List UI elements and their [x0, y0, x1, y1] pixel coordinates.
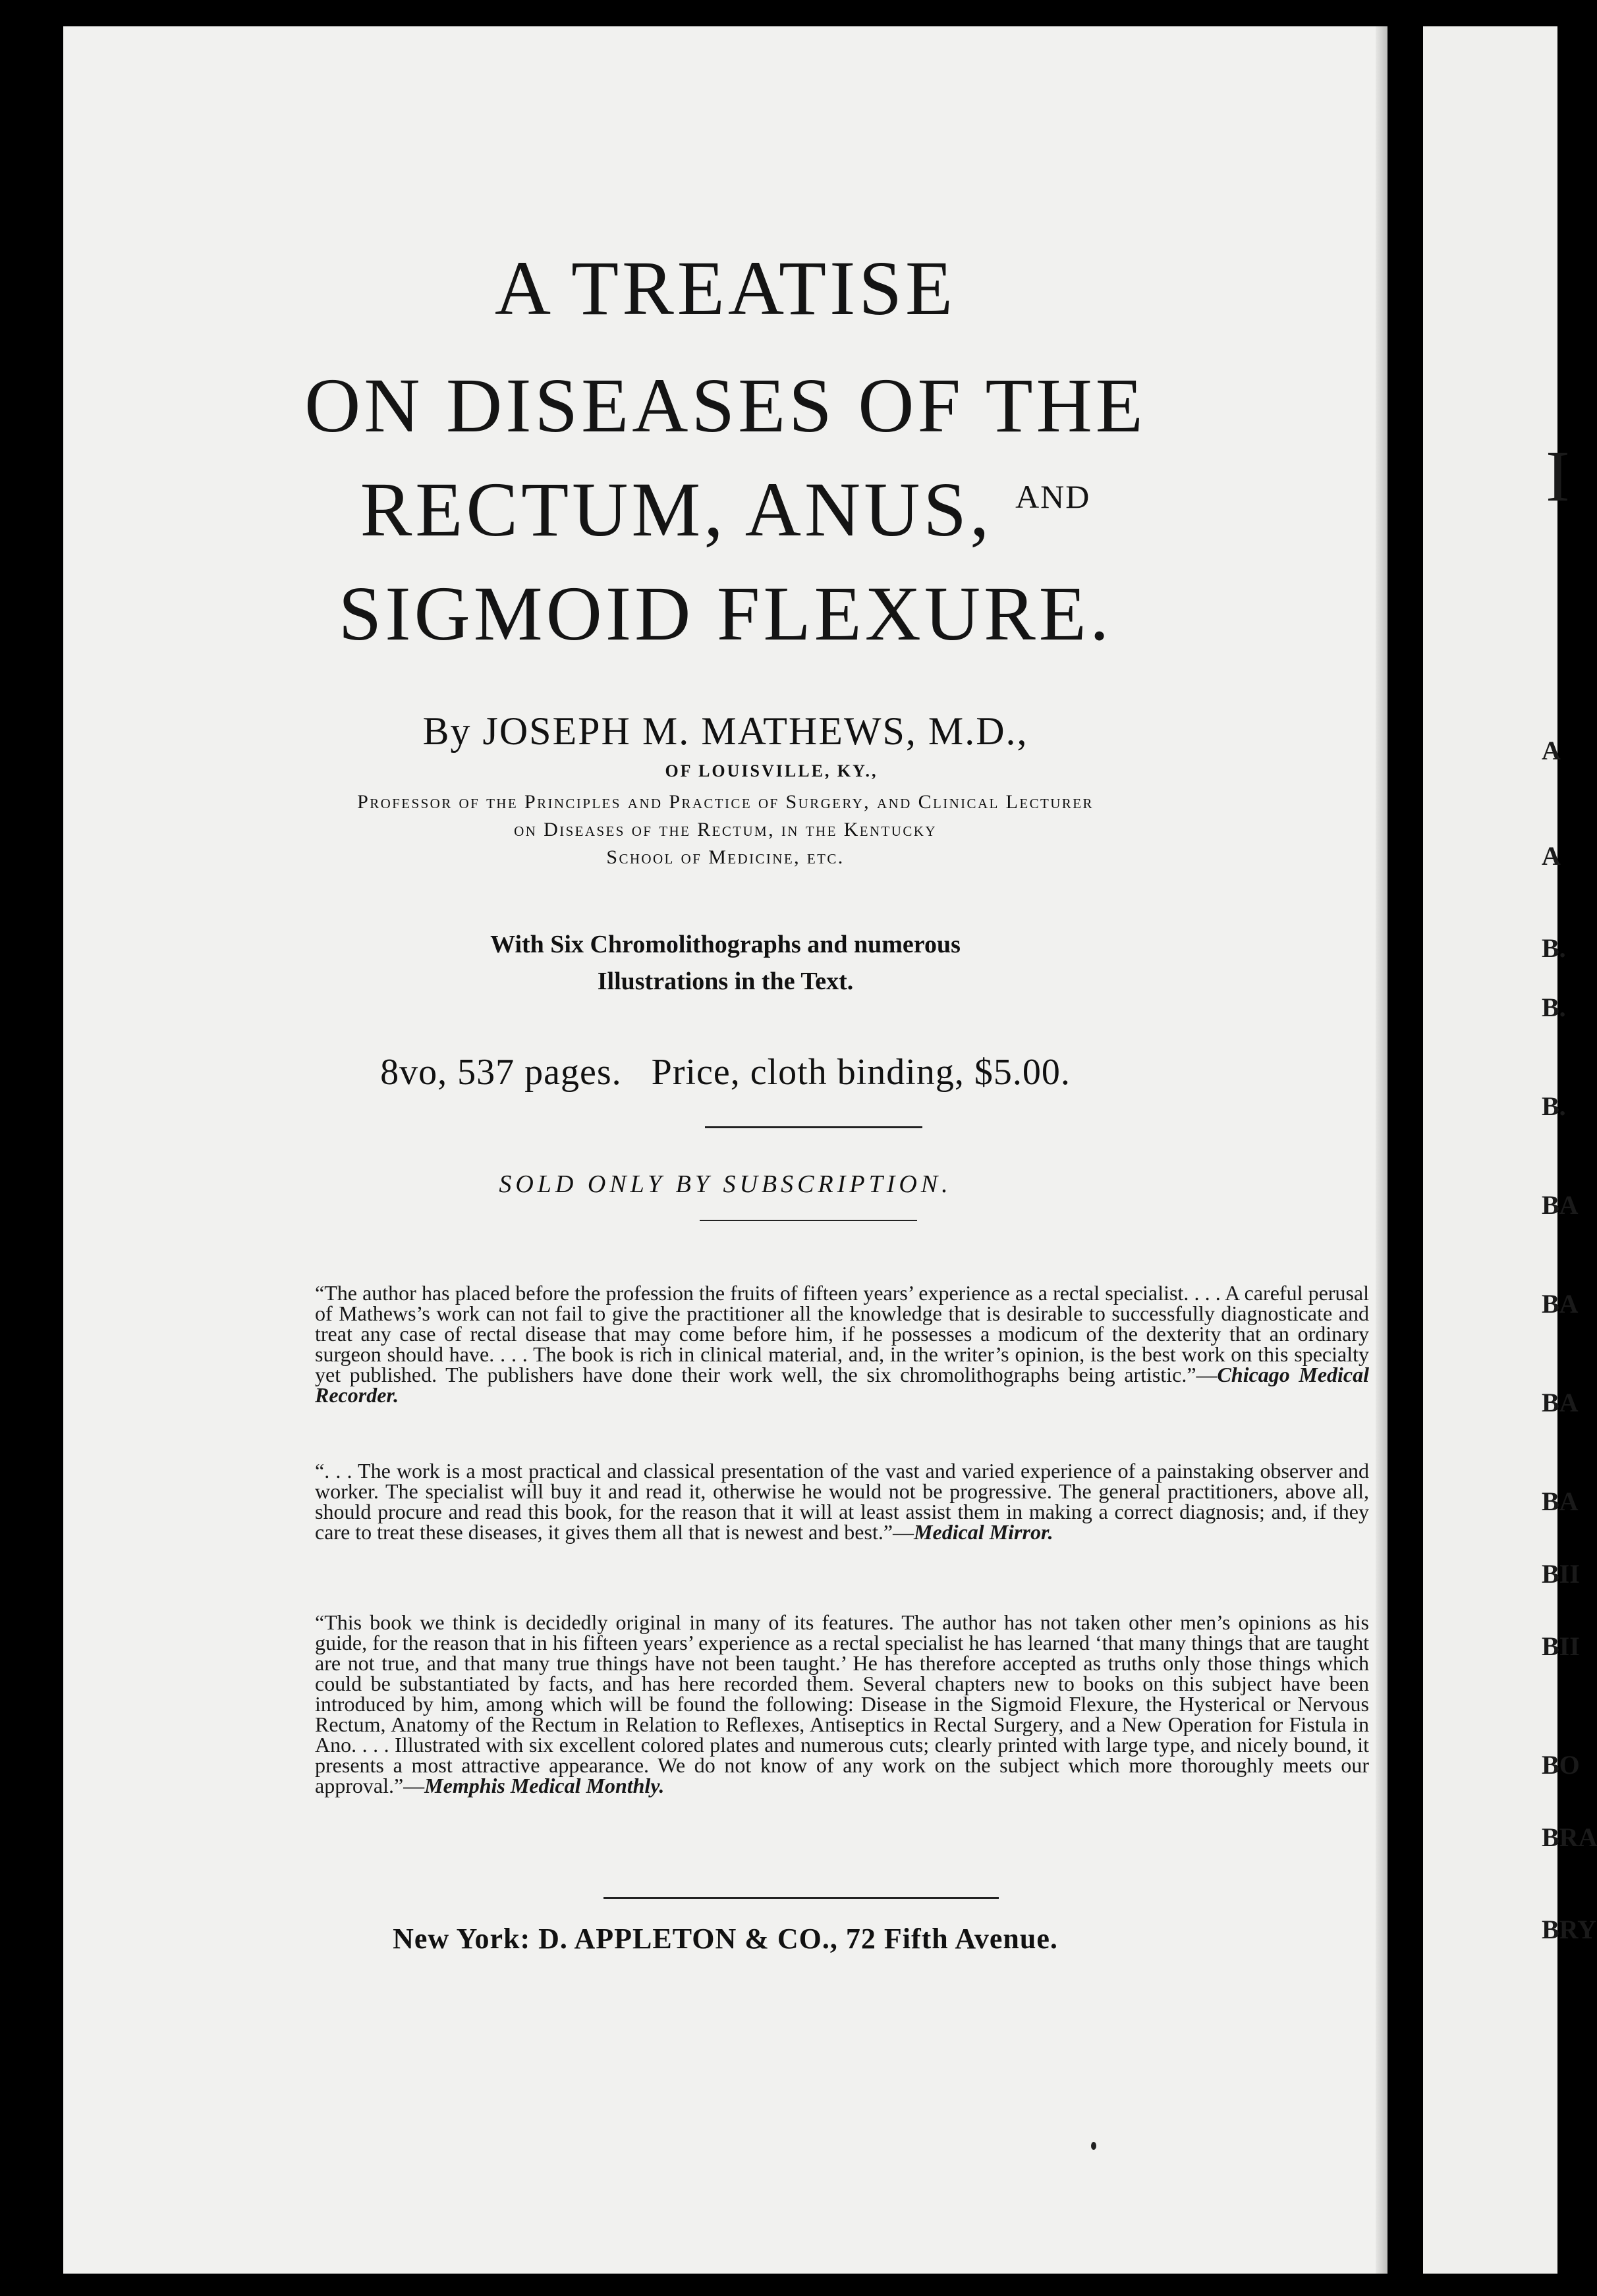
- adjacent-entry: B.: [1542, 933, 1566, 963]
- review-chicago: [315, 1283, 1369, 1406]
- title-line-3: [63, 465, 1387, 555]
- author-credentials-1: Professor of the Principles and Practice of Surgery, and Clinical Lecturer: [357, 791, 1094, 813]
- adjacent-entry: A: [1542, 736, 1561, 765]
- adjacent-large-letter: I: [1546, 436, 1570, 516]
- title-line-2: ON DISEASES OF THE: [304, 362, 1146, 449]
- price-line: 8vo, 537 pages. Price, cloth binding, $5.00.: [380, 1052, 1071, 1093]
- author-line: [63, 709, 1387, 754]
- author-location: OF LOUISVILLE, KY.,: [665, 761, 878, 780]
- adjacent-entry: BRY: [1542, 1915, 1597, 1944]
- adjacent-entry: BA: [1542, 1289, 1579, 1319]
- review-memphis: [315, 1612, 1369, 1796]
- adjacent-entry: BA: [1542, 1190, 1579, 1220]
- adjacent-entry: BII: [1542, 1559, 1580, 1589]
- author-by: By: [422, 709, 472, 753]
- adjacent-entry: B.: [1542, 993, 1566, 1022]
- page-gutter: [1376, 26, 1387, 2274]
- title-line-4: SIGMOID FLEXURE.: [338, 570, 1113, 657]
- illustrations-line-1: With Six Chromolithographs and numerous: [490, 931, 961, 958]
- adjacent-page-edge: [1423, 26, 1597, 2274]
- adjacent-entry: B.: [1542, 1091, 1566, 1121]
- review-mirror-source: Medical Mirror.: [914, 1520, 1053, 1544]
- rule-below-sold: [700, 1220, 917, 1221]
- adjacent-entry: A: [1542, 841, 1561, 871]
- illustrations-line-2: Illustrations in the Text.: [597, 968, 854, 995]
- rule-above-publisher: [603, 1897, 999, 1899]
- review-mirror: [315, 1461, 1369, 1543]
- review-chicago-source: Chicago Medical Recorder.: [315, 1363, 1370, 1407]
- rule-above-sold: [705, 1126, 922, 1128]
- book-page: [63, 26, 1387, 2274]
- adjacent-entry: BO: [1542, 1750, 1580, 1780]
- review-memphis-text: “This book we think is decidedly original in many of its features. The author has not taken other men’s opinions as his guide, for the reason that in his fifteen years’ experience as a rectal specialist he has learned ‘that many things that are taught are not true, and that many true things have not been taught.’ He has therefore accepted as truths only those things which could be substantiated by facts, and has here recorded them. Several chapters new to books on this subject have been introduced by him, among which will be found the following: Disease in the Sigmoid Flexure, the Hysterical or Nervous Rectum, Anatomy of the Rectum in Relation to Reflexes, Antiseptics in Rectal Surgery, and a New Operation for Fistula in Ano. . . . Illustrated with six excellent colored plates and numerous cuts; clearly printed with large type, and nicely bound, it presents a most attractive appearance. We do not know of any work on the subject which more thoroughly meets our approval.”—: [315, 1610, 1369, 1797]
- adjacent-entry: BA: [1542, 1388, 1579, 1417]
- title-line-1: A TREATISE: [494, 245, 957, 331]
- author-credentials-3: School of Medicine, etc.: [606, 846, 845, 868]
- sold-by-subscription: SOLD ONLY BY SUBSCRIPTION.: [499, 1170, 952, 1198]
- adjacent-entry: BII: [1542, 1631, 1580, 1661]
- author-name: JOSEPH M. MATHEWS, M.D.,: [482, 709, 1028, 753]
- publisher-line: New York: D. APPLETON & CO., 72 Fifth Avenue.: [393, 1923, 1058, 1955]
- title-and-small: AND: [1015, 478, 1091, 515]
- title-line-3-main: RECTUM, ANUS,: [360, 466, 993, 553]
- adjacent-entry: BA: [1542, 1487, 1579, 1516]
- review-memphis-source: Memphis Medical Monthly.: [424, 1774, 665, 1797]
- ink-speck: [1091, 2142, 1096, 2150]
- adjacent-entry: BRA: [1542, 1822, 1597, 1852]
- review-chicago-text: “The author has placed before the profession the fruits of fifteen years’ experience as a rectal specialist. . . . A careful perusal of Mathews’s work can not fail to give the practitioner all the knowledge that is desirable to successfully diagnosticate and treat any case of rectal disease that may come before him, if he possesses a modicum of the dexterity that an ordinary surgeon should have. . . . The book is rich in clinical material, and, in the writer’s opinion, is the best work on this specialty yet published. The publishers have done their work well, the six chromolithographs being artistic.”—: [315, 1281, 1369, 1386]
- author-credentials-2: on Diseases of the Rectum, in the Kentucky: [514, 819, 937, 840]
- review-mirror-text: “. . . The work is a most practical and classical presentation of the vast and varied experience of a painstaking observer and worker. The specialist will buy it and read it, otherwise he would not be progressive. The general practitioners, above all, should procure and read this book, for the reason that it will at least assist them in making a correct diagnosis; and, if they care to treat these diseases, it gives them all that is newest and best.”—: [315, 1459, 1369, 1544]
